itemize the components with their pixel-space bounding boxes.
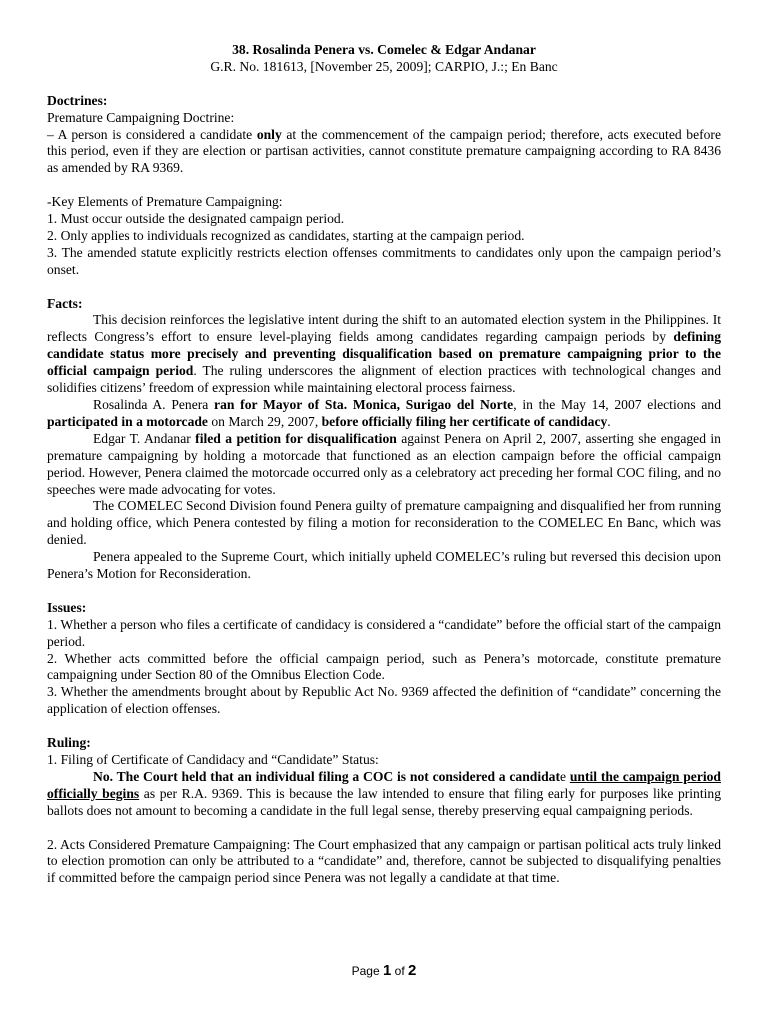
- text-run: .: [607, 413, 611, 429]
- text-run-bold: participated in a motorcade: [47, 413, 208, 429]
- text-run-bold: No. The Court held that an individual filing a COC is not considered a candidat: [93, 768, 561, 784]
- facts-paragraph: [47, 312, 721, 397]
- ruling-paragraph: 2. Acts Considered Premature Campaigning: The Court emphasized that any campaign or partisan political acts truly linked to election promotion can only be attributed to a “candidate” and, therefore, cannot be subjected to disqualifying penalties if committed before the campaign period since Penera was not legally a candidate at that time.: [47, 836, 721, 886]
- text-run: . The ruling underscores the alignment of election practices with technological changes and solidifies citizens’ freedom of expression while maintaining electoral process fairness.: [47, 363, 721, 396]
- spacer: [47, 279, 721, 296]
- text-run-bold: ran for Mayor of Sta. Monica, Surigao del Norte: [214, 396, 514, 412]
- issue-item: 2. Whether acts committed before the official campaign period, such as Penera’s motorcade, constitute premature campaigning under Section 80 of the Omnibus Election Code.: [47, 650, 721, 683]
- text-run: This decision reinforces the legislative intent during the shift to an automated election system in the Philippines. It reflects Congress’s effort to ensure level-playing fields among candidates regarding campaign periods by: [47, 312, 721, 345]
- spacer: [47, 820, 721, 837]
- text-run: against Penera on April 2, 2007, asserting she engaged in premature campaigning by holding a motorcade that functioned as an election campaign before the official campaign period. However, Penera claimed the motorcade occurred only as a celebratory act preceding her formal COC filing, and no speeches were made advocating for votes.: [47, 430, 721, 497]
- page-total: 2: [408, 962, 417, 979]
- page-number: 1: [382, 962, 392, 979]
- spacer: [47, 177, 721, 194]
- document-page: [47, 42, 721, 887]
- text-run: – A person is considered a candidate: [47, 126, 257, 142]
- text-run: on March 29, 2007,: [207, 413, 322, 429]
- text-run-bold: defining candidate status more precisely and preventing disqualification based on premature campaigning prior to the official campaign period: [47, 329, 721, 379]
- text-run-bold: before officially filing her certificate of candidacy: [321, 413, 608, 429]
- spacer: [47, 718, 721, 735]
- case-title: 38. Rosalinda Penera vs. Comelec & Edgar Andanar: [232, 42, 536, 57]
- issue-item: 3. Whether the amendments brought about by Republic Act No. 9369 affected the definition of “candidate” concerning the application of election offenses.: [47, 684, 721, 717]
- facts-paragraph: [47, 397, 721, 431]
- doctrine-label: Premature Campaigning Doctrine:: [47, 109, 235, 125]
- ruling-paragraph: [47, 769, 721, 820]
- key-element-item: 3. The amended statute explicitly restricts election offenses commitments to candidates only upon the campaign period’s onset.: [47, 244, 721, 277]
- text-run-bold: only: [256, 126, 282, 142]
- issues-heading: Issues:: [47, 599, 87, 615]
- text-run-bold: filed a petition for disqualification: [195, 430, 397, 446]
- page-footer: [0, 962, 768, 979]
- text-run: Edgar T. Andanar: [93, 430, 196, 446]
- page-word: Page: [351, 964, 380, 978]
- text-run: e: [560, 768, 570, 784]
- facts-paragraph: The COMELEC Second Division found Penera guilty of premature campaigning and disqualified her from running and holding office, which Penera contested by filing a motion for reconsideration to the COMELEC En Banc, which was denied.: [47, 498, 721, 548]
- text-run: , in the May 14, 2007 elections and: [513, 396, 721, 412]
- text-run: as per R.A. 9369. This is because the law intended to ensure that filing early for purposes like printing ballots does not amount to becoming a candidate in the full legal sense, thereby preserving equal campaigning periods.: [47, 785, 721, 818]
- ruling-subheading: 1. Filing of Certificate of Candidacy and “Candidate” Status:: [47, 751, 379, 767]
- facts-paragraph: [47, 431, 721, 499]
- key-elements-label: -Key Elements of Premature Campaigning:: [47, 194, 283, 210]
- spacer: [47, 76, 721, 93]
- ruling-heading: Ruling:: [47, 735, 91, 751]
- key-element-item: 1. Must occur outside the designated campaign period.: [47, 211, 345, 227]
- issue-item: 1. Whether a person who files a certificate of candidacy is considered a “candidate” before the official start of the campaign period.: [47, 616, 721, 649]
- case-citation: G.R. No. 181613, [November 25, 2009]; CARPIO, J.:; En Banc: [210, 58, 558, 74]
- spacer: [47, 583, 721, 600]
- doctrine-paragraph: [47, 127, 721, 178]
- text-run: Rosalinda A. Penera: [93, 396, 215, 412]
- text-run: at the commencement of the campaign period; therefore, acts executed before this period, even if they are election or partisan activities, cannot constitute premature campaigning according to RA 8436 as amended by RA 9369.: [47, 126, 721, 176]
- of-word: of: [394, 964, 405, 978]
- facts-heading: Facts:: [47, 295, 83, 311]
- key-element-item: 2. Only applies to individuals recognized as candidates, starting at the campaign period.: [47, 227, 525, 243]
- doctrines-heading: Doctrines:: [47, 92, 108, 108]
- text-run-bold-underline: until the campaign period officially begins: [47, 768, 721, 801]
- facts-paragraph: Penera appealed to the Supreme Court, which initially upheld COMELEC’s ruling but reversed this decision upon Penera’s Motion for Reconsideration.: [47, 549, 721, 582]
